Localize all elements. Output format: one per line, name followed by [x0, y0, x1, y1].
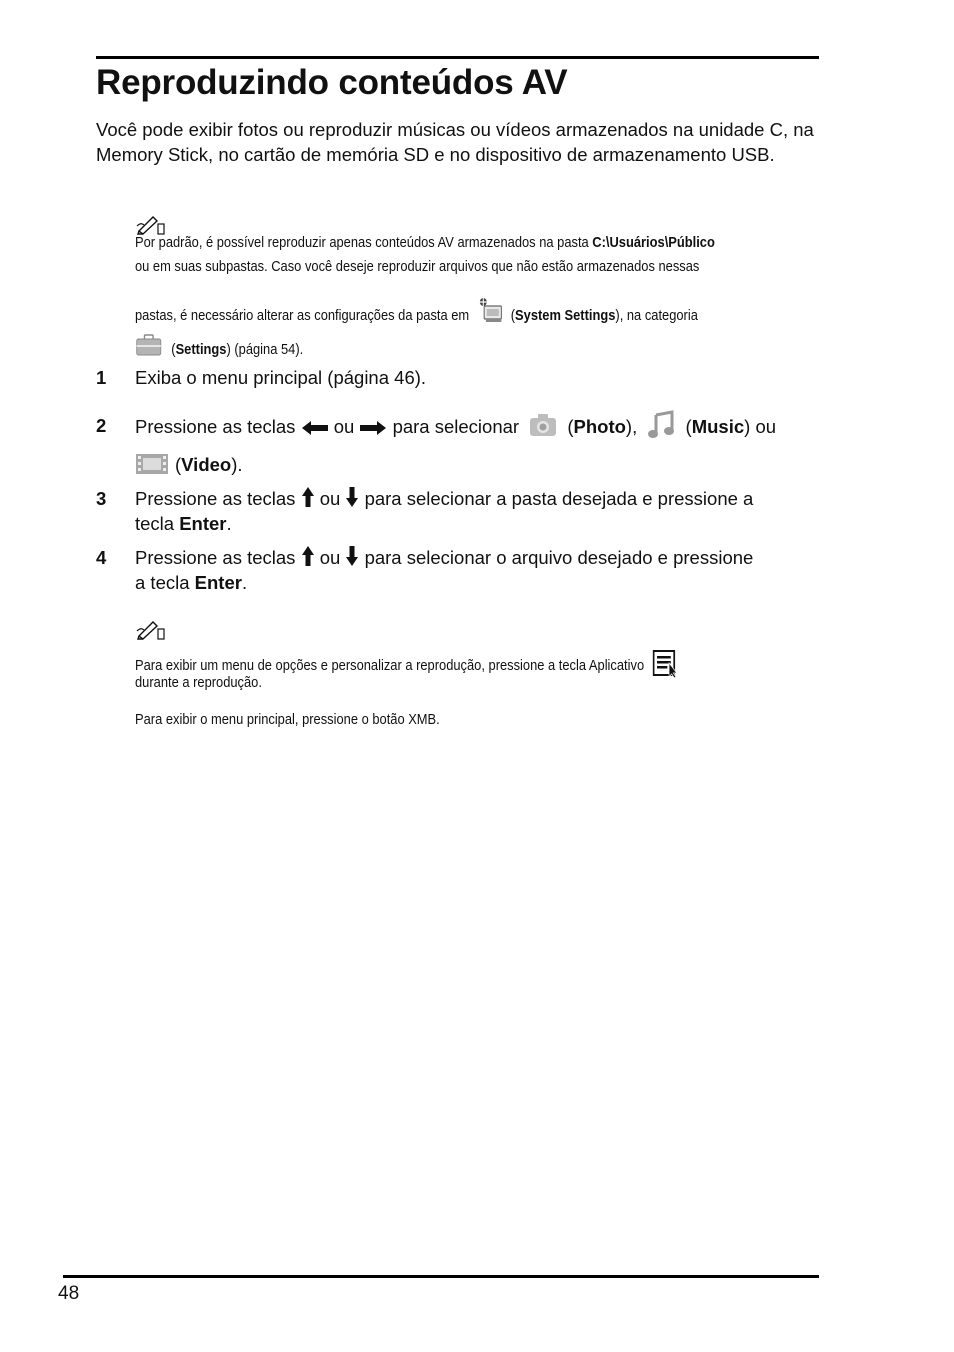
step-number: 3 [96, 488, 107, 509]
note-2-line-3: Para exibir o menu principal, pressione o botão XMB. [135, 711, 440, 728]
page-title: Reproduzindo conteúdos AV [96, 63, 568, 102]
step-text: Pressione as teclas ou para selecionar a pasta desejada e pressione a tecla Enter. [135, 488, 754, 534]
camera-icon [528, 412, 558, 438]
step-text: Exiba o menu principal (página 46). [135, 367, 427, 388]
system-settings-icon [478, 296, 504, 324]
film-strip-icon [135, 452, 169, 476]
note-1-line-1 [135, 234, 728, 251]
step-text-part: ou [319, 488, 341, 509]
note-text: ) (página 54). [226, 341, 304, 358]
left-arrow-key-icon [301, 420, 329, 436]
right-arrow-key-icon [359, 420, 387, 436]
step-text-continued: (Video). [135, 450, 825, 480]
step-text: Pressione as teclas ou para selecionar o arquivo desejado e pressione a tecla Enter. [135, 547, 754, 593]
step-text-part: Pressione as teclas [135, 416, 296, 437]
intro-paragraph: Você pode exibir fotos ou reproduzir músicas ou vídeos armazenados na unidade C, na Memory Stick, no cartão de memória SD e no dispositivo de armazenamento USB. [96, 119, 814, 165]
step-text-part: ou [755, 416, 777, 437]
step-text-part: para selecionar a pasta desejada e pressione a [364, 488, 754, 509]
top-rule [96, 56, 819, 59]
settings-label: Settings [175, 341, 227, 358]
settings-toolbox-icon [135, 333, 163, 357]
pencil-note-icon [136, 213, 166, 235]
system-settings-label: System Settings [515, 307, 616, 324]
step-text: Pressione as teclas ou para selecionar (Photo), (Music) ou [135, 410, 825, 442]
page-number: 48 [58, 1283, 80, 1304]
enter-key-label: Enter [194, 572, 242, 593]
note-2-line-2: durante a reprodução. [135, 674, 262, 691]
step-text-part: para selecionar [392, 416, 520, 437]
step-text-part: a tecla [135, 572, 195, 593]
step-text-part: Pressione as teclas [135, 488, 296, 509]
step-text-part: ou [319, 547, 341, 568]
step-number: 1 [96, 367, 107, 388]
step-text-part: ou [333, 416, 355, 437]
pencil-note-icon [136, 618, 166, 640]
note-1-line-4: (Settings) (página 54). [135, 333, 728, 358]
note-text: Para exibir um menu de opções e personalizar a reprodução, pressione a tecla Aplicativo [135, 657, 645, 674]
enter-key-label: Enter [179, 513, 227, 534]
video-label: Video [181, 454, 232, 475]
note-text: Por padrão, é possível reproduzir apenas conteúdos AV armazenados na pasta [135, 234, 593, 251]
bottom-rule [63, 1275, 819, 1278]
folder-path: C:\Usuários\Público [592, 234, 715, 251]
note-1-line-3: pastas, é necessário alterar as configurações da pasta em (System Settings), na categoria [135, 296, 728, 324]
music-note-icon [646, 410, 676, 440]
step-text-part: tecla [135, 513, 180, 534]
music-label: Music [691, 416, 745, 437]
note-text: pastas, é necessário alterar as configurações da pasta em [135, 307, 470, 324]
step-text-part: para selecionar o arquivo desejado e pressione [364, 547, 754, 568]
step-number: 2 [96, 415, 107, 436]
step-text-part: Pressione as teclas [135, 547, 296, 568]
note-text: ), na categoria [615, 307, 698, 324]
down-arrow-key-icon [345, 486, 359, 508]
up-arrow-key-icon [301, 545, 315, 567]
step-number: 4 [96, 547, 107, 568]
down-arrow-key-icon [345, 545, 359, 567]
up-arrow-key-icon [301, 486, 315, 508]
note-1-line-2: ou em suas subpastas. Caso você deseje reproduzir arquivos que não estão armazenados nessas [135, 258, 700, 275]
photo-label: Photo [573, 416, 626, 437]
